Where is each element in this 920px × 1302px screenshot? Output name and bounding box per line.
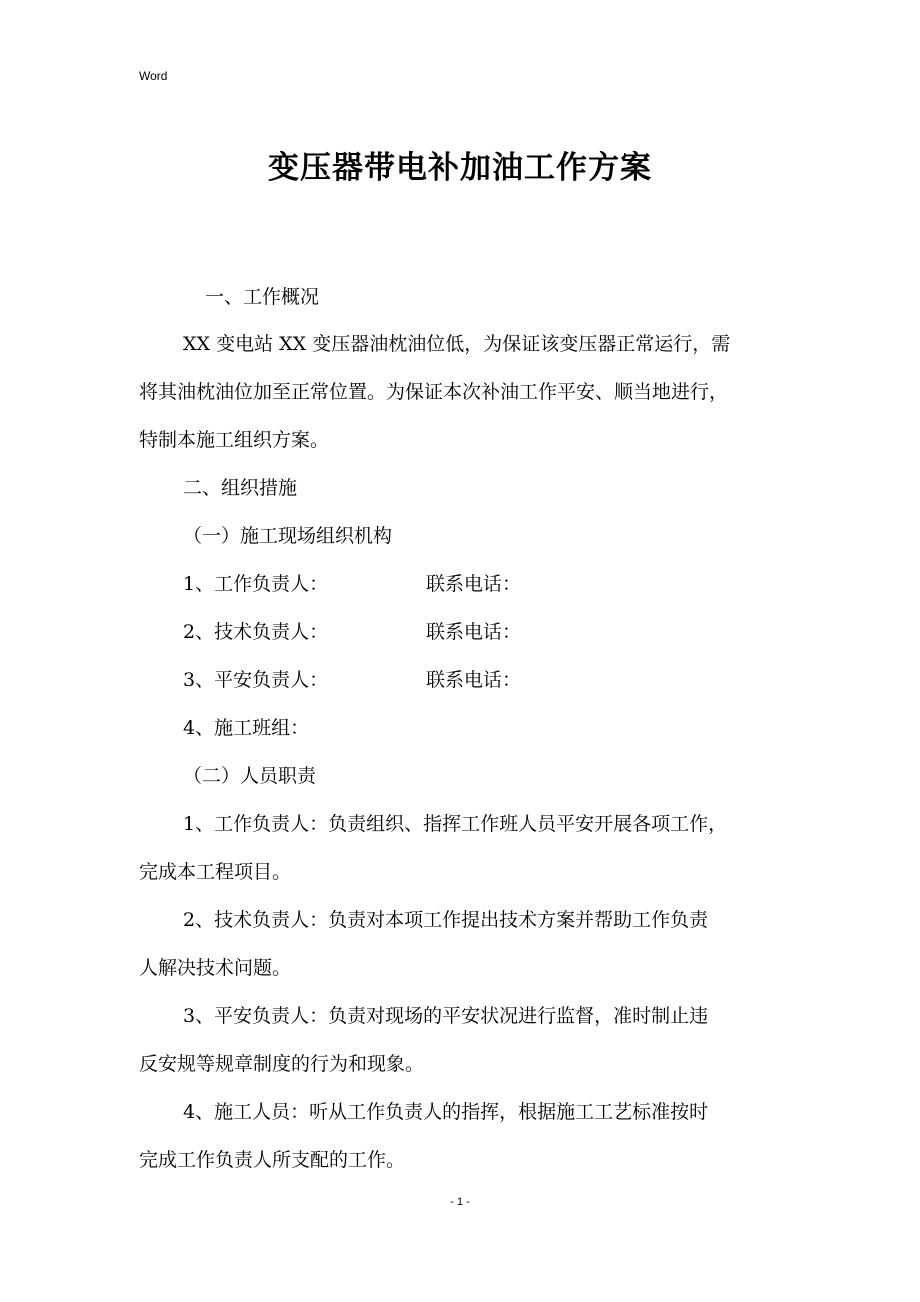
duty-3-line-2: 反安规等规章制度的行为和现象。 (139, 1053, 425, 1075)
duty-1-line-2: 完成本工程项目。 (139, 861, 292, 883)
duty-2-line-2: 人解决技术问题。 (139, 957, 292, 979)
section-heading-overview: 一、工作概况 (205, 286, 320, 308)
structure-item-2-phone: 联系电话： (426, 621, 522, 643)
duty-2-line-1: 2、技术负责人：负责对本项工作提出技术方案并帮助工作负责 (183, 909, 709, 931)
overview-paragraph-line-3: 特制本施工组织方案。 (139, 429, 330, 451)
structure-item-3-phone: 联系电话： (426, 669, 522, 691)
structure-item-3-label: 3、平安负责人： (183, 669, 329, 691)
duty-3-line-1: 3、平安负责人：负责对现场的平安状况进行监督，准时制止违 (183, 1005, 709, 1027)
subsection-heading-duties: （二）人员职责 (183, 765, 317, 787)
duty-4-line-1: 4、施工人员：听从工作负责人的指挥，根据施工工艺标准按时 (183, 1101, 709, 1123)
overview-paragraph-line-2: 将其油枕油位加至正常位置。为保证本次补油工作平安、顺当地进行， (139, 381, 729, 403)
section-heading-organization: 二、组织措施 (183, 477, 298, 499)
overview-paragraph-line-1: XX 变电站 XX 变压器油枕油位低，为保证该变压器正常运行，需 (183, 333, 731, 355)
duty-1-line-1: 1、工作负责人：负责组织、指挥工作班人员平安开展各项工作， (183, 813, 728, 835)
structure-item-1-label: 1、工作负责人： (183, 573, 329, 595)
subsection-heading-structure: （一）施工现场组织机构 (183, 525, 393, 547)
header-label: Word (139, 69, 168, 83)
duty-4-line-2: 完成工作负责人所支配的工作。 (139, 1149, 406, 1171)
structure-item-1-phone: 联系电话： (426, 573, 522, 595)
structure-item-4-label: 4、施工班组： (183, 717, 310, 739)
structure-item-2-label: 2、技术负责人： (183, 621, 329, 643)
page-number: - 1 - (450, 1196, 470, 1208)
document-title: 变压器带电补加油工作方案 (268, 150, 652, 186)
